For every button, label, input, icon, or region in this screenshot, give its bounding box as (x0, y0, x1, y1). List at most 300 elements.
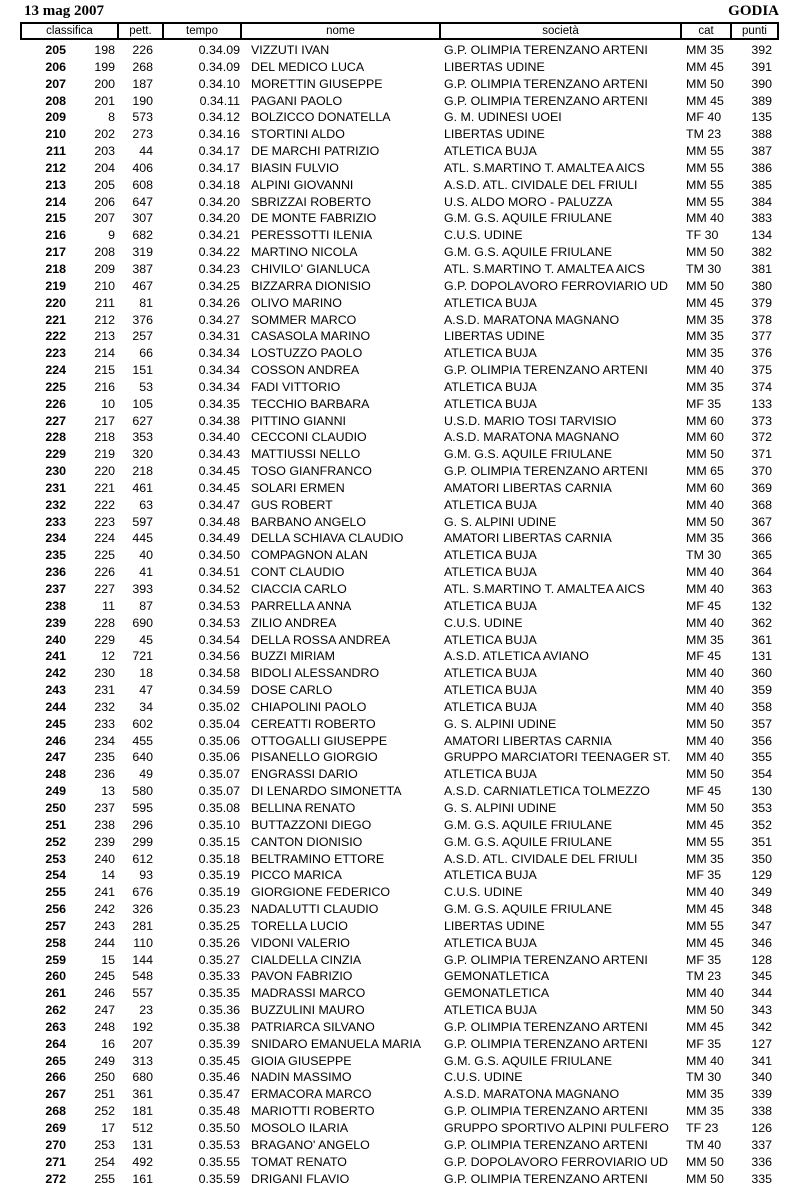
group-rank: 200 (94, 76, 115, 91)
finish-time: 0.35.59 (198, 1171, 240, 1186)
club-name: U.S.D. MARIO TOSI TARVISIO (444, 413, 617, 428)
overall-rank: 240 (45, 632, 66, 647)
overall-rank: 213 (45, 177, 66, 192)
bib-number: 299 (132, 834, 153, 849)
athlete-name: PARRELLA ANNA (251, 598, 352, 613)
athlete-name: STORTINI ALDO (251, 127, 345, 142)
category: TM 40 (686, 1137, 722, 1152)
athlete-name: VIZZUTI IVAN (251, 43, 330, 57)
finish-time: 0.34.22 (198, 245, 240, 260)
finish-time: 0.35.46 (198, 1070, 240, 1085)
points: 366 (751, 531, 772, 546)
bib-number: 608 (132, 177, 153, 192)
bib-number: 34 (139, 699, 153, 714)
category: MM 45 (686, 59, 724, 74)
athlete-name: MADRASSI MARCO (251, 986, 366, 1001)
group-rank: 228 (94, 615, 115, 630)
overall-rank: 231 (45, 480, 66, 495)
club-name: A.S.D. MARATONA MAGNANO (444, 430, 620, 445)
finish-time: 0.35.45 (198, 1053, 240, 1068)
bib-number: 105 (132, 396, 153, 411)
athlete-name: DE MONTE FABRIZIO (251, 211, 377, 226)
points: 367 (751, 514, 772, 529)
column-header-classifica: classifica (22, 24, 117, 38)
athlete-name: DOSE CARLO (251, 683, 333, 698)
category: MM 45 (686, 1019, 724, 1034)
group-rank: 209 (94, 261, 115, 276)
club-name: G.P. OLIMPIA TERENZANO ARTENI (444, 952, 648, 967)
category: MM 35 (686, 1104, 724, 1119)
athlete-name: BUZZI MIRIAM (251, 649, 335, 664)
club-name: G. M. UDINESI UOEI (444, 110, 562, 125)
table-row (0, 817, 791, 834)
points: 359 (751, 683, 772, 698)
club-name: ATL. S.MARTINO T. AMALTEA AICS (444, 261, 645, 276)
finish-time: 0.35.04 (198, 716, 240, 731)
athlete-name: CHIVILO' GIANLUCA (251, 261, 370, 276)
bib-number: 512 (132, 1121, 153, 1135)
overall-rank: 255 (45, 885, 66, 900)
bib-number: 144 (132, 952, 153, 967)
points: 135 (751, 110, 772, 125)
table-row (0, 851, 791, 868)
finish-time: 0.35.48 (198, 1104, 240, 1119)
bib-number: 445 (132, 531, 153, 546)
points: 372 (751, 430, 772, 445)
group-rank: 221 (94, 480, 115, 495)
club-name: AMATORI LIBERTAS CARNIA (444, 480, 612, 495)
table-row (0, 76, 791, 93)
category: TM 30 (686, 1070, 722, 1085)
overall-rank: 266 (45, 1070, 66, 1085)
athlete-name: DRIGANI FLAVIO (251, 1171, 350, 1186)
points: 363 (751, 582, 772, 596)
athlete-name: CHIAPOLINI PAOLO (251, 699, 367, 714)
athlete-name: ALPINI GIOVANNI (251, 177, 354, 192)
athlete-name: TOMAT RENATO (251, 1154, 347, 1169)
category: MM 35 (686, 1087, 724, 1102)
athlete-name: BRAGANO' ANGELO (251, 1137, 370, 1152)
group-rank: 223 (94, 514, 115, 529)
finish-time: 0.35.47 (198, 1087, 240, 1102)
overall-rank: 244 (45, 699, 66, 714)
category: TF 30 (686, 228, 719, 243)
bib-number: 161 (132, 1171, 153, 1186)
table-row (0, 766, 791, 783)
club-name: A.S.D. ATL. CIVIDALE DEL FRIULI (444, 851, 638, 866)
finish-time: 0.35.10 (198, 817, 240, 832)
group-rank: 13 (101, 784, 115, 799)
group-rank: 14 (101, 868, 115, 883)
category: MM 60 (686, 480, 724, 495)
athlete-name: MARIOTTI ROBERTO (251, 1104, 375, 1119)
club-name: ATLETICA BUJA (444, 295, 537, 310)
overall-rank: 249 (45, 784, 66, 799)
overall-rank: 237 (45, 582, 66, 596)
bib-number: 87 (139, 598, 153, 613)
finish-time: 0.35.07 (198, 767, 240, 782)
category: MM 40 (686, 211, 724, 226)
category: MM 40 (686, 683, 724, 698)
points: 387 (751, 144, 772, 159)
finish-time: 0.34.56 (198, 649, 240, 664)
bib-number: 18 (139, 666, 153, 681)
group-rank: 252 (94, 1104, 115, 1119)
table-row (0, 244, 791, 261)
category: TM 23 (686, 969, 722, 984)
table-row (0, 1154, 791, 1171)
bib-number: 595 (132, 800, 153, 815)
group-rank: 214 (94, 346, 115, 361)
table-row (0, 733, 791, 750)
club-name: GRUPPO SPORTIVO ALPINI PULFERO (444, 1121, 669, 1135)
finish-time: 0.34.45 (198, 480, 240, 495)
race-location: GODIA (728, 3, 779, 19)
points: 392 (751, 43, 772, 57)
athlete-name: BOLZICCO DONATELLA (251, 110, 391, 125)
finish-time: 0.34.48 (198, 514, 240, 529)
points: 383 (751, 211, 772, 226)
club-name: ATL. S.MARTINO T. AMALTEA AICS (444, 582, 645, 596)
bib-number: 273 (132, 127, 153, 142)
overall-rank: 261 (45, 986, 66, 1001)
athlete-name: BELTRAMINO ETTORE (251, 851, 385, 866)
finish-time: 0.34.17 (198, 160, 240, 175)
results-table (0, 42, 791, 1187)
category: MM 40 (686, 750, 724, 765)
points: 390 (751, 76, 772, 91)
category: MF 35 (686, 952, 722, 967)
club-name: G.P. OLIMPIA TERENZANO ARTENI (444, 363, 648, 378)
overall-rank: 243 (45, 683, 66, 698)
points: 382 (751, 245, 772, 260)
group-rank: 220 (94, 464, 115, 479)
finish-time: 0.35.36 (198, 1003, 240, 1018)
category: MM 50 (686, 245, 724, 260)
table-row (0, 952, 791, 969)
group-rank: 12 (101, 649, 115, 664)
table-row (0, 514, 791, 531)
athlete-name: MORETTIN GIUSEPPE (251, 76, 383, 91)
group-rank: 216 (94, 379, 115, 394)
points: 377 (751, 329, 772, 344)
group-rank: 246 (94, 986, 115, 1001)
bib-number: 45 (139, 632, 153, 647)
group-rank: 242 (94, 902, 115, 917)
points: 353 (751, 800, 772, 815)
points: 388 (751, 127, 772, 142)
bib-number: 326 (132, 902, 153, 917)
points: 360 (751, 666, 772, 681)
athlete-name: PERESSOTTI ILENIA (251, 228, 373, 243)
club-name: ATLETICA BUJA (444, 548, 537, 563)
group-rank: 240 (94, 851, 115, 866)
category: MM 40 (686, 582, 724, 596)
group-rank: 229 (94, 632, 115, 647)
points: 373 (751, 413, 772, 428)
group-rank: 230 (94, 666, 115, 681)
points: 344 (751, 986, 772, 1001)
bib-number: 361 (132, 1087, 153, 1102)
finish-time: 0.34.20 (198, 194, 240, 209)
overall-rank: 227 (45, 413, 66, 428)
athlete-name: CIACCIA CARLO (251, 582, 347, 596)
points: 369 (751, 480, 772, 495)
group-rank: 205 (94, 177, 115, 192)
bib-number: 187 (132, 76, 153, 91)
table-row (0, 362, 791, 379)
overall-rank: 241 (45, 649, 66, 664)
points: 362 (751, 615, 772, 630)
overall-rank: 223 (45, 346, 66, 361)
table-row (0, 227, 791, 244)
club-name: ATLETICA BUJA (444, 1003, 537, 1018)
club-name: ATLETICA BUJA (444, 767, 537, 782)
finish-time: 0.34.43 (198, 447, 240, 462)
bib-number: 131 (132, 1137, 153, 1152)
category: MM 55 (686, 160, 724, 175)
bib-number: 207 (132, 1036, 153, 1051)
athlete-name: BIDOLI ALESSANDRO (251, 666, 380, 681)
club-name: LIBERTAS UDINE (444, 127, 545, 142)
athlete-name: GUS ROBERT (251, 497, 333, 512)
bib-number: 181 (132, 1104, 153, 1119)
club-name: A.S.D. ATLETICA AVIANO (444, 649, 589, 664)
finish-time: 0.34.45 (198, 464, 240, 479)
table-row (0, 295, 791, 312)
group-rank: 212 (94, 312, 115, 327)
club-name: LIBERTAS UDINE (444, 329, 545, 344)
bib-number: 573 (132, 110, 153, 125)
club-name: AMATORI LIBERTAS CARNIA (444, 531, 612, 546)
table-row (0, 800, 791, 817)
table-row (0, 1103, 791, 1120)
category: MM 65 (686, 464, 724, 479)
athlete-name: MOSOLO ILARIA (251, 1121, 349, 1135)
bib-number: 647 (132, 194, 153, 209)
group-rank: 255 (94, 1171, 115, 1186)
points: 355 (751, 750, 772, 765)
table-row (0, 615, 791, 632)
finish-time: 0.35.06 (198, 750, 240, 765)
group-rank: 235 (94, 750, 115, 765)
finish-time: 0.35.06 (198, 733, 240, 748)
table-row (0, 312, 791, 329)
finish-time: 0.34.31 (198, 329, 240, 344)
finish-time: 0.34.34 (198, 379, 240, 394)
category: MM 55 (686, 144, 724, 159)
category: MM 35 (686, 531, 724, 546)
category: MM 35 (686, 329, 724, 344)
overall-rank: 257 (45, 918, 66, 933)
table-row (0, 497, 791, 514)
points: 358 (751, 699, 772, 714)
athlete-name: MARTINO NICOLA (251, 245, 358, 260)
overall-rank: 233 (45, 514, 66, 529)
category: MM 40 (686, 666, 724, 681)
category: MM 35 (686, 312, 724, 327)
overall-rank: 269 (45, 1121, 66, 1135)
category: MM 55 (686, 177, 724, 192)
group-rank: 225 (94, 548, 115, 563)
table-row (0, 278, 791, 295)
athlete-name: COSSON ANDREA (251, 363, 360, 378)
finish-time: 0.34.59 (198, 683, 240, 698)
bib-number: 281 (132, 918, 153, 933)
finish-time: 0.34.40 (198, 430, 240, 445)
athlete-name: BUZZULINI MAURO (251, 1003, 365, 1018)
bib-number: 81 (139, 295, 153, 310)
table-row (0, 1171, 791, 1188)
points: 380 (751, 278, 772, 293)
finish-time: 0.34.25 (198, 278, 240, 293)
club-name: GRUPPO MARCIATORI TEENAGER ST. (444, 750, 671, 765)
category: MF 45 (686, 649, 722, 664)
finish-time: 0.34.53 (198, 598, 240, 613)
athlete-name: LOSTUZZO PAOLO (251, 346, 363, 361)
finish-time: 0.34.51 (198, 565, 240, 580)
bib-number: 226 (132, 43, 153, 57)
table-row (0, 632, 791, 649)
overall-rank: 247 (45, 750, 66, 765)
bib-number: 682 (132, 228, 153, 243)
overall-rank: 253 (45, 851, 66, 866)
group-rank: 10 (101, 396, 115, 411)
athlete-name: BARBANO ANGELO (251, 514, 366, 529)
club-name: LIBERTAS UDINE (444, 59, 545, 74)
page-header (24, 3, 779, 20)
athlete-name: SNIDARO EMANUELA MARIA (251, 1036, 422, 1051)
overall-rank: 271 (45, 1154, 66, 1169)
athlete-name: BIZZARRA DIONISIO (251, 278, 371, 293)
bib-number: 597 (132, 514, 153, 529)
finish-time: 0.35.23 (198, 902, 240, 917)
finish-time: 0.34.11 (199, 93, 240, 108)
bib-number: 257 (132, 329, 153, 344)
athlete-name: PATRIARCA SILVANO (251, 1019, 375, 1034)
overall-rank: 205 (45, 43, 66, 57)
table-row (0, 1019, 791, 1036)
overall-rank: 222 (45, 329, 66, 344)
bib-number: 110 (133, 935, 153, 950)
points: 379 (751, 295, 772, 310)
finish-time: 0.35.18 (198, 851, 240, 866)
group-rank: 226 (94, 565, 115, 580)
group-rank: 17 (101, 1121, 115, 1135)
points: 340 (751, 1070, 772, 1085)
finish-time: 0.34.12 (198, 110, 240, 125)
table-row (0, 396, 791, 413)
overall-rank: 242 (45, 666, 66, 681)
group-rank: 204 (94, 160, 115, 175)
club-name: ATL. S.MARTINO T. AMALTEA AICS (444, 160, 645, 175)
table-row (0, 177, 791, 194)
group-rank: 211 (95, 295, 115, 310)
table-row (0, 93, 791, 110)
club-name: G.P. OLIMPIA TERENZANO ARTENI (444, 1019, 648, 1034)
club-name: C.U.S. UDINE (444, 615, 523, 630)
overall-rank: 259 (45, 952, 66, 967)
category: MM 40 (686, 363, 724, 378)
overall-rank: 234 (45, 531, 66, 546)
bib-number: 307 (132, 211, 153, 226)
club-name: G.M. G.S. AQUILE FRIULANE (444, 245, 612, 260)
finish-time: 0.35.07 (198, 784, 240, 799)
group-rank: 250 (94, 1070, 115, 1085)
group-rank: 198 (94, 43, 115, 57)
category: MM 50 (686, 716, 724, 731)
club-name: A.S.D. MARATONA MAGNANO (444, 1087, 620, 1102)
overall-rank: 265 (45, 1053, 66, 1068)
bib-number: 66 (139, 346, 153, 361)
group-rank: 233 (94, 716, 115, 731)
group-rank: 241 (94, 885, 115, 900)
athlete-name: NADALUTTI CLAUDIO (251, 902, 379, 917)
column-header-nome: nome (242, 24, 439, 38)
overall-rank: 214 (45, 194, 66, 209)
finish-time: 0.34.38 (198, 413, 240, 428)
table-row (0, 109, 791, 126)
finish-time: 0.35.08 (198, 800, 240, 815)
club-name: G.P. OLIMPIA TERENZANO ARTENI (444, 1104, 648, 1119)
category: MM 50 (686, 1003, 724, 1018)
finish-time: 0.35.33 (198, 969, 240, 984)
club-name: G.P. DOPOLAVORO FERROVIARIO UD (444, 1154, 668, 1169)
group-rank: 248 (94, 1019, 115, 1034)
athlete-name: SOLARI ERMEN (251, 480, 345, 495)
table-row (0, 716, 791, 733)
points: 381 (751, 261, 772, 276)
category: MM 50 (686, 278, 724, 293)
finish-time: 0.35.02 (198, 699, 240, 714)
overall-rank: 260 (45, 969, 66, 984)
overall-rank: 262 (45, 1003, 66, 1018)
overall-rank: 215 (45, 211, 66, 226)
category: MM 40 (686, 733, 724, 748)
bib-number: 455 (132, 733, 153, 748)
athlete-name: CONT CLAUDIO (251, 565, 345, 580)
club-name: ATLETICA BUJA (444, 699, 537, 714)
finish-time: 0.35.39 (198, 1036, 240, 1051)
points: 127 (751, 1036, 772, 1051)
points: 371 (751, 447, 772, 462)
finish-time: 0.34.34 (198, 363, 240, 378)
overall-rank: 216 (45, 228, 66, 243)
athlete-name: ZILIO ANDREA (251, 615, 337, 630)
category: MM 40 (686, 986, 724, 1001)
category: MF 35 (686, 396, 722, 411)
bib-number: 612 (132, 851, 153, 866)
category: MM 60 (686, 413, 724, 428)
overall-rank: 230 (45, 464, 66, 479)
column-header-cat: cat (682, 24, 730, 38)
table-row (0, 59, 791, 76)
table-row (0, 530, 791, 547)
athlete-name: PAGANI PAOLO (251, 93, 343, 108)
category: MM 40 (686, 699, 724, 714)
finish-time: 0.35.15 (198, 834, 240, 849)
category: MM 35 (686, 851, 724, 866)
group-rank: 11 (102, 598, 115, 613)
category: MM 55 (686, 834, 724, 849)
group-rank: 232 (94, 699, 115, 714)
table-row (0, 918, 791, 935)
points: 131 (751, 649, 772, 664)
column-header-tempo: tempo (164, 24, 240, 38)
group-rank: 238 (94, 817, 115, 832)
finish-time: 0.35.53 (198, 1137, 240, 1152)
table-row (0, 648, 791, 665)
